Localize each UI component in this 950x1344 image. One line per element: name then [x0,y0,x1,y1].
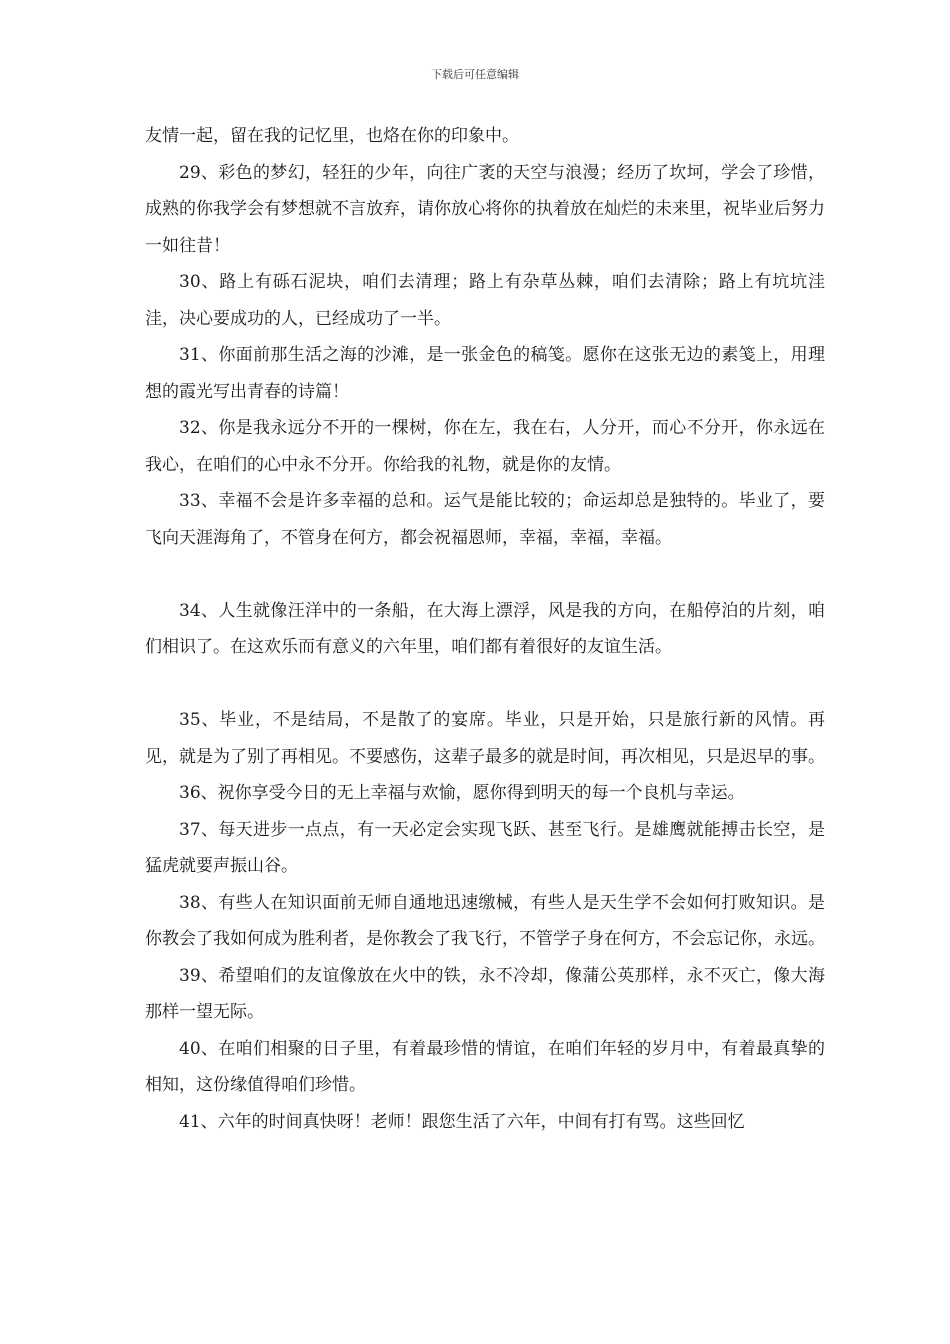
paragraph-37: 37、每天进步一点点，有一天必定会实现飞跃、甚至飞行。是雄鹰就能搏击长空，是猛虎就要声振山谷。 [145,819,825,876]
paragraph-38: 38、有些人在知识面前无师自通地迅速缴械，有些人是天生学不会如何打败知识。是你教会了我如何成为胜利者，是你教会了我飞行，不管学子身在何方，不会忘记你，永远。 [145,892,825,949]
paragraph-41: 41、六年的时间真快呀！老师！跟您生活了六年，中间有打有骂。这些回忆 [179,1111,745,1132]
paragraph-35: 35、毕业，不是结局，不是散了的宴席。毕业，只是开始，只是旅行新的风情。再见，就是为了别了再相见。不要感伤，这辈子最多的就是时间，再次相见，只是迟早的事。 [145,710,825,767]
page-header: 下载后可任意编辑 [431,68,519,81]
paragraph-continuation: 友情一起，留在我的记忆里，也烙在你的印象中。 [145,126,519,146]
paragraph-32: 32、你是我永远分不开的一棵树，你在左，我在右，人分开，而心不分开，你永远在我心，在咱们的心中永不分开。你给我的礼物，就是你的友情。 [145,418,825,475]
paragraph-29: 29、彩色的梦幻，轻狂的少年，向往广袤的天空与浪漫；经历了坎坷，学会了珍惜，成熟的你我学会有梦想就不言放弃，请你放心将你的执着放在灿烂的未来里，祝毕业后努力一如往昔！ [145,162,825,256]
paragraph-40: 40、在咱们相聚的日子里，有着最珍惜的情谊，在咱们年轻的岁月中，有着最真挚的相知，这份缘值得咱们珍惜。 [145,1038,825,1095]
paragraph-31: 31、你面前那生活之海的沙滩，是一张金色的稿笺。愿你在这张无边的素笺上，用理想的霞光写出青春的诗篇！ [145,345,825,402]
paragraph-36: 36、祝你享受今日的无上幸福与欢愉，愿你得到明天的每一个良机与幸运。 [179,783,745,803]
paragraph-33: 33、幸福不会是许多幸福的总和。运气是能比较的；命运却总是独特的。毕业了，要飞向天涯海角了，不管身在何方，都会祝福恩师，幸福，幸福，幸福。 [145,491,825,548]
paragraph-30: 30、路上有砾石泥块，咱们去清理；路上有杂草丛棘，咱们去清除；路上有坑坑洼洼，决心要成功的人，已经成功了一半。 [145,272,825,329]
paragraph-39: 39、希望咱们的友谊像放在火中的铁，永不冷却，像蒲公英那样，永不灭亡，像大海那样一望无际。 [145,965,825,1022]
paragraph-34: 34、人生就像汪洋中的一条船，在大海上漂浮，风是我的方向，在船停泊的片刻，咱们相识了。在这欢乐而有意义的六年里，咱们都有着很好的友谊生活。 [145,600,825,657]
document-body [145,118,825,1140]
